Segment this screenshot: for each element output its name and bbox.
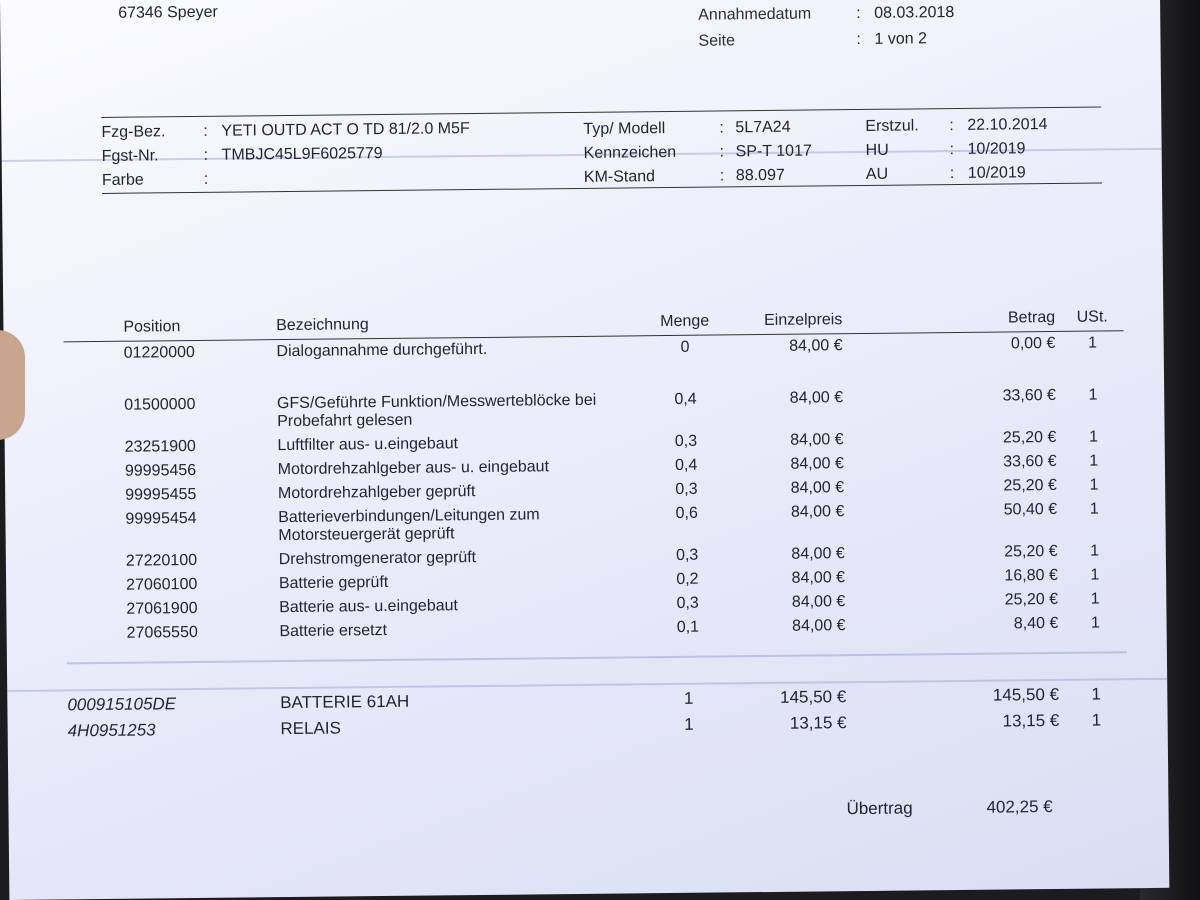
row-vat: 1 [1089,500,1099,518]
row-vat: 1 [1091,710,1102,730]
farbe-label: Farbe [101,171,144,189]
row-description: BATTERIE 61AH [280,691,410,713]
row-position: 01500000 [124,395,196,414]
fgst-value: TMBJC45L9F6025779 [221,145,383,164]
row-description: RELAIS [280,718,341,739]
row-description: Luftfilter aus- u.eingebaut [277,435,459,455]
carry-over-value: 402,25 € [986,797,1053,817]
au-value: 10/2019 [967,164,1026,182]
row-description: Batterie geprüft [278,573,389,593]
row-description: Batterie aus- u.eingebaut [279,597,459,617]
row-description: Motordrehzahlgeber geprüft [277,483,476,503]
header-position: Position [63,315,270,342]
km-value: 88.097 [735,166,785,185]
row-unit-price: 13,15 € [789,713,847,733]
au-label: AU [865,165,889,183]
thumb [0,330,25,440]
row-position: 01220000 [123,343,195,362]
row-amount: 13,15 € [1002,710,1060,731]
carry-over-label: Übertrag [846,798,913,819]
row-position: 27061900 [126,599,198,618]
row-amount: 25,20 € [1004,590,1059,609]
row-description: Motordrehzahlgeber aus- u. eingebaut [277,458,550,479]
row-vat: 1 [1087,334,1098,352]
row-quantity: 0,4 [674,390,697,408]
row-vat: 1 [1089,476,1099,494]
fgst-label: Fgst-Nr. [101,147,159,165]
row-unit-price: 84,00 € [790,455,844,473]
row-description: Batterie ersetzt [279,621,388,641]
row-amount: 16,80 € [1004,566,1058,585]
row-vat: 1 [1090,566,1100,584]
row-amount: 33,60 € [1003,452,1057,471]
au-colon: : [949,165,955,183]
row-position: 99995455 [125,485,197,504]
row-position: 27220100 [125,551,198,570]
row-description: GFS/Geführte Funktion/Messwerteblöcke bei Probefahrt gelesen [276,391,597,431]
kz-label: Kennzeichen [583,143,677,162]
row-unit-price: 84,00 € [791,593,846,611]
date-colon: : [856,4,861,23]
row-unit-price: 84,00 € [790,431,844,449]
row-amount: 33,60 € [1002,386,1057,405]
row-vat: 1 [1089,452,1099,470]
row-position: 27065550 [126,623,198,642]
erstzul-label: Erstzul. [865,117,919,135]
page-label: Seite [698,32,736,50]
header-quantity: Menge [643,310,726,335]
row-quantity: 0,4 [675,456,698,474]
header-amount: Betrag [848,307,1061,334]
row-quantity: 0,2 [676,570,699,588]
fgst-colon: : [203,146,209,164]
row-unit-price: 84,00 € [790,503,845,521]
date-label: Annahmedatum [698,5,812,24]
hu-label: HU [865,141,889,159]
erstzul-value: 22.10.2014 [967,116,1048,134]
row-vat: 1 [1088,428,1099,446]
row-quantity: 0,3 [674,432,698,450]
row-vat: 1 [1091,684,1102,704]
typ-label: Typ/ Modell [583,120,666,138]
row-amount: 0,00 € [1010,334,1056,353]
row-quantity: 1 [684,714,694,734]
row-quantity: 0,3 [675,480,698,498]
row-description: Batterieverbindungen/Leitungen zum Motorsteuergerät geprüft [278,506,540,545]
row-position: 23251900 [124,437,196,456]
row-quantity: 0 [680,338,690,356]
header-unit-price: Einzelpreis [726,309,849,335]
row-amount: 25,20 € [1003,476,1057,495]
row-vat: 1 [1090,542,1100,560]
row-quantity: 1 [683,688,694,708]
km-label: KM-Stand [583,168,656,186]
row-position: 27060100 [126,575,198,594]
row-quantity: 0,1 [676,618,700,636]
row-position: 99995456 [124,461,197,480]
row-vat: 1 [1090,614,1100,632]
erstzul-colon: : [949,117,954,135]
date-value: 08.03.2018 [874,4,955,22]
kz-value: SP-T 1017 [735,142,812,161]
km-colon: : [719,167,725,185]
header-description: Bezeichnung [270,311,644,339]
row-vat: 1 [1090,590,1100,608]
row-unit-price: 84,00 € [790,479,845,497]
row-unit-price: 145,50 € [779,687,847,707]
row-unit-price: 84,00 € [789,389,844,407]
row-amount: 50,40 € [1003,500,1058,519]
row-quantity: 0,3 [675,546,699,564]
row-unit-price: 84,00 € [791,545,845,563]
row-amount: 25,20 € [1002,428,1057,447]
row-amount: 8,40 € [1013,614,1059,633]
row-quantity: 0,6 [675,504,698,522]
fzg-colon: : [203,122,208,140]
hu-value: 10/2019 [967,140,1026,158]
page-colon: : [856,30,862,49]
hu-colon: : [949,141,955,159]
farbe-colon: : [203,170,209,188]
row-unit-price: 84,00 € [789,337,843,355]
fzg-value: YETI OUTD ACT O TD 81/2.0 M5F [221,120,470,140]
vehicle-block [101,106,1102,193]
typ-value: 5L7A24 [735,118,791,137]
row-description: Dialogannahme durchgeführt. [276,340,488,361]
row-position: 99995454 [125,509,197,528]
row-description: Drehstromgenerator geprüft [278,549,477,569]
row-amount: 145,50 € [992,684,1060,705]
fzg-label: Fzg-Bez. [101,123,166,141]
row-position: 000915105DE [67,694,177,715]
header-vat: USt. [1061,306,1124,331]
row-unit-price: 84,00 € [791,569,846,587]
typ-colon: : [719,119,724,137]
line-items-table [63,306,1127,744]
address-city: 67346 Speyer [118,3,218,22]
row-position: 4H0951253 [67,720,156,741]
row-quantity: 0,3 [676,594,699,612]
page-value: 1 von 2 [874,30,928,48]
row-vat: 1 [1088,386,1098,404]
kz-colon: : [719,143,725,161]
row-amount: 25,20 € [1004,542,1058,561]
row-unit-price: 84,00 € [792,617,846,635]
